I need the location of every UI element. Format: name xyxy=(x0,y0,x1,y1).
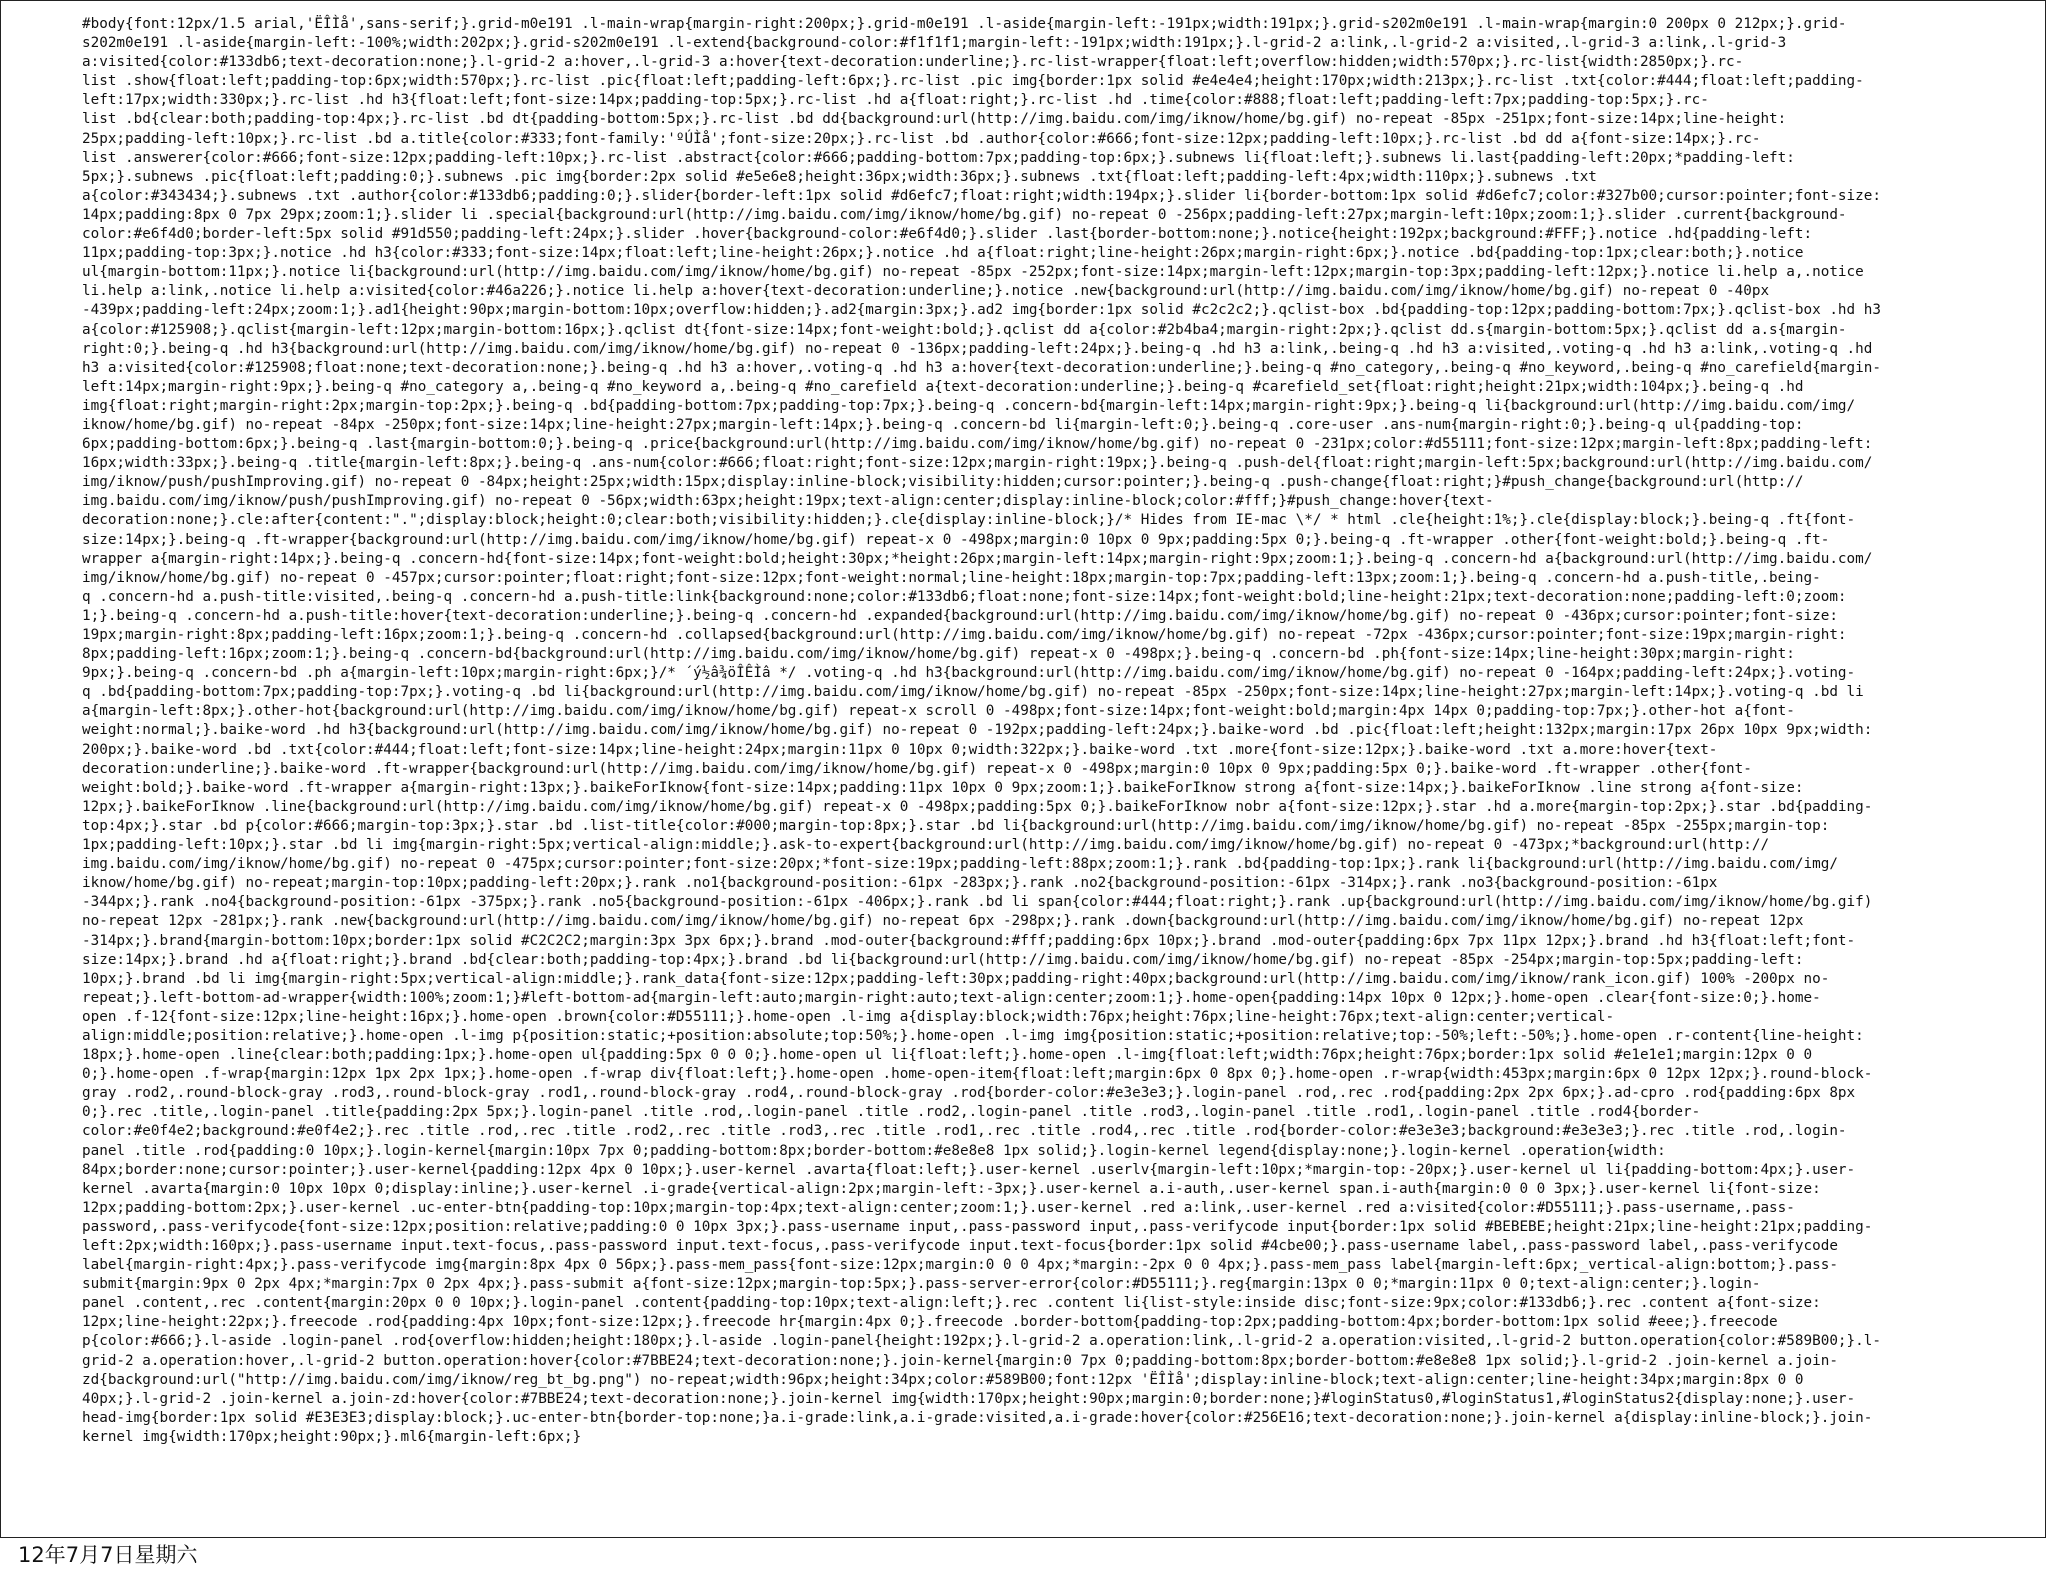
code-line: color:#e6f4d0;border-left:5px solid #91d550;padding-left:24px;}.slider .hover{background-color:#e6f4d0;}.slider .last{border-bottom:none;}.notice{height:192px;background:#FFF;}.notice .hd{padding-left: xyxy=(82,226,1813,243)
code-line: color:#e0f4e2;background:#e0f4e2;}.rec .title .rod,.rec .title .rod2,.rec .title .rod3,.rec .title .rod1,.rec .title .rod4,.rec .title .rod{border-color:#e3e3e3;background:#e3e3e3;}.rec .title .rod,.login- xyxy=(82,1123,1847,1140)
code-line: -314px;}.brand{margin-bottom:10px;border:1px solid #C2C2C2;margin:3px 3px 6px;}.brand .mod-outer{background:#fff;padding:6px 10px;}.brand .mod-outer{padding:6px 7px 11px 12px;}.brand .hd h3{float:left;font- xyxy=(82,932,1856,949)
code-line: 16px;width:33px;}.being-q .title{margin-left:8px;}.being-q .ans-num{color:#666;float:right;font-size:12px;margin-right:19px;}.being-q .push-del{float:right;margin-left:5px;background:url(http://img.baidu.com/ xyxy=(82,455,1873,472)
code-line: no-repeat 12px -281px;}.rank .new{background:url(http://img.baidu.com/img/iknow/home/bg.gif) no-repeat 6px -298px;}.rank .down{background:url(http://img.baidu.com/img/iknow/home/bg.gif) no-repeat 12px xyxy=(82,913,1804,930)
code-line: panel .title .rod{padding:0 10px;}.login-kernel{margin:10px 7px 0;padding-bottom:8px;border-bottom:#e8e8e8 1px solid;}.login-kernel legend{display:none;}.login-kernel .operation{width: xyxy=(82,1142,1666,1159)
code-line: iknow/home/bg.gif) no-repeat -84px -250px;font-size:14px;line-height:27px;margin-left:14px;}.being-q .concern-bd li{margin-left:0;}.being-q .core-user .ans-num{margin-right:0;}.being-q ul{padding-top: xyxy=(82,416,1804,433)
code-line: list .bd{clear:both;padding-top:4px;}.rc-list .bd dt{padding-bottom:5px;}.rc-list .bd dd{background:url(http://img.baidu.com/img/iknow/home/bg.gif) no-repeat -85px -251px;font-size:14px;line-height: xyxy=(82,111,1787,128)
code-line: 6px;padding-bottom:6px;}.being-q .last{margin-bottom:0;}.being-q .price{background:url(http://img.baidu.com/img/iknow/home/bg.gif) no-repeat 0 -231px;color:#d55111;font-size:12px;margin-left:8px;padding-left: xyxy=(82,436,1873,453)
code-line: decoration:none;}.cle:after{content:".";display:block;height:0;clear:both;visibility:hidden;}.cle{display:inline-block;}/* Hides from IE-mac \*/ * html .cle{height:1%;}.cle{display:block;}.being-q .ft{font- xyxy=(82,512,1856,529)
code-line: li.help a:link,.notice li.help a:visited{color:#46a226;}.notice li.help a:hover{text-decoration:underline;}.notice .new{background:url(http://img.baidu.com/img/iknow/home/bg.gif) no-repeat 0 -40px xyxy=(82,283,1770,300)
code-line: 200px;}.baike-word .bd .txt{color:#444;float:left;font-size:14px;line-height:24px;margin:11px 0 10px 0;width:322px;}.baike-word .txt .more{font-size:12px;}.baike-word .txt a.more:hover{text- xyxy=(82,741,1718,758)
code-line: weight:bold;}.baike-word .ft-wrapper a{margin-right:13px;}.baikeForIknow{font-size:14px;padding:11px 10px 0 9px;zoom:1;}.baikeForIknow strong a{font-size:14px;}.baikeForIknow .line strong a{font-size: xyxy=(82,779,1804,796)
code-line: img.baidu.com/img/iknow/push/pushImproving.gif) no-repeat 0 -56px;width:63px;height:19px;text-align:center;display:inline-block;color:#fff;}#push_change:hover{text- xyxy=(82,493,1494,510)
code-line: list .show{float:left;padding-top:6px;width:570px;}.rc-list .pic{float:left;padding-left:6px;}.rc-list .pic img{border:1px solid #e4e4e4;height:170px;width:213px;}.rc-list .txt{color:#444;float:left;padding- xyxy=(82,73,1864,90)
code-line: left:14px;margin-right:9px;}.being-q #no_category a,.being-q #no_keyword a,.being-q #no_carefield a{text-decoration:underline;}.being-q #carefield_set{float:right;height:21px;width:104px;}.being-q .hd xyxy=(82,378,1804,395)
code-line: 12px;line-height:22px;}.freecode .rod{padding:4px 10px;font-size:12px;}.freecode hr{margin:4px 0;}.freecode .border-bottom{padding-top:2px;padding-bottom:4px;border-bottom:1px solid #eee;}.freecode xyxy=(82,1314,1778,1331)
code-line: left:2px;width:160px;}.pass-username input.text-focus,.pass-password input.text-focus,.pass-verifycode input.text-focus{border:1px solid #4cbe00;}.pass-username label,.pass-password label,.pass-verifycode xyxy=(82,1238,1838,1254)
code-line: 19px;margin-right:8px;padding-left:16px;zoom:1;}.being-q .concern-hd .collapsed{background:url(http://img.baidu.com/img/iknow/home/bg.gif) no-repeat -72px -436px;cursor:pointer;font-size:19px;margin-right: xyxy=(82,627,1847,643)
code-line: img{float:right;margin-right:2px;margin-top:2px;}.being-q .bd{padding-bottom:7px;padding-top:7px;}.being-q .concern-bd{margin-left:14px;margin-right:9px;}.being-q li{background:url(http://img.baidu.com/img/ xyxy=(82,397,1856,414)
code-line: h3 a:visited{color:#125908;float:none;text-decoration:none;}.being-q .hd h3 a:hover,.voting-q .hd h3 a:hover{text-decoration:underline;}.being-q #no_category,.being-q #no_keyword,.being-q #no_carefield{margin- xyxy=(82,359,1881,376)
code-line: left:17px;width:330px;}.rc-list .hd h3{float:left;font-size:14px;padding-top:5px;}.rc-list .hd a{float:right;}.rc-list .hd .time{color:#888;float:left;padding-left:7px;padding-top:5px;}.rc- xyxy=(82,92,1709,109)
code-line: q .concern-hd a.push-title:visited,.being-q .concern-hd a.push-title:link{background:none;color:#133db6;float:none;font-size:14px;font-weight:bold;line-height:21px;text-decoration:none;padding-left:0;zoom: xyxy=(82,588,1847,605)
code-line: size:14px;}.brand .hd a{float:right;}.brand .bd{clear:both;padding-top:4px;}.brand .bd li{background:url(http://img.baidu.com/img/iknow/home/bg.gif) no-repeat -85px -254px;margin-top:5px;padding-left: xyxy=(82,951,1804,968)
code-line: img.baidu.com/img/iknow/home/bg.gif) no-repeat 0 -475px;cursor:pointer;font-size:20px;*font-size:19px;padding-left:88px;zoom:1;}.rank .bd{padding-top:1px;}.rank li{background:url(http://img.baidu.com/img/ xyxy=(82,856,1838,873)
code-line: a{margin-left:8px;}.other-hot{background:url(http://img.baidu.com/img/iknow/home/bg.gif) repeat-x scroll 0 -498px;font-size:14px;font-weight:bold;margin:4px 14px 0;padding-top:7px;}.other-hot a{font- xyxy=(82,703,1795,720)
code-line: 12px;}.baikeForIknow .line{background:url(http://img.baidu.com/img/iknow/home/bg.gif) repeat-x 0 -498px;padding:5px 0;}.baikeForIknow nobr a{font-size:12px;}.star .hd a.more{margin-top:2px;}.star .bd{padding- xyxy=(82,798,1873,815)
css-source-text xyxy=(82,15,2034,1447)
code-line: wrapper a{margin-right:14px;}.being-q .concern-hd{font-size:14px;font-weight:bold;height:30px;*height:26px;margin-left:14px;margin-right:9px;zoom:1;}.being-q .concern-hd a{background:url(http://img.baidu.com/ xyxy=(82,550,1873,567)
code-line: 14px;padding:8px 0 7px 29px;zoom:1;}.slider li .special{background:url(http://img.baidu.com/img/iknow/home/bg.gif) no-repeat 0 -256px;padding-left:27px;margin-left:10px;zoom:1;}.slider .current{background- xyxy=(82,206,1847,223)
code-line: 9px;}.being-q .concern-bd .ph a{margin-left:10px;margin-right:6px;}/* ´ý½â¾öÎÊÌâ */ .voting-q .hd h3{background:url(http://img.baidu.com/img/iknow/home/bg.gif) no-repeat 0 -164px;padding-left:24px;}.voting- xyxy=(82,665,1856,682)
code-line: p{color:#666;}.l-aside .login-panel .rod{overflow:hidden;height:180px;}.l-aside .login-panel{height:192px;}.l-grid-2 a.operation:link,.l-grid-2 a.operation:visited,.l-grid-2 button.operation{color:#589B00;}.l- xyxy=(82,1333,1881,1350)
code-line: a{color:#125908;}.qclist{margin-left:12px;margin-bottom:16px;}.qclist dt{font-size:14px;font-weight:bold;}.qclist dd a{color:#2b4ba4;margin-right:2px;}.qclist dd.s{margin-bottom:5px;}.qclist dd a.s{margin- xyxy=(82,321,1847,338)
code-line: zd{background:url("http://img.baidu.com/img/iknow/reg_bt_bg.png") no-repeat;width:96px;height:34px;color:#589B00;font:12px 'ËÎÌå';display:inline-block;text-align:center;line-height:34px;margin:8px 0 0 xyxy=(82,1371,1804,1388)
code-line: kernel img{width:170px;height:90px;}.ml6{margin-left:6px;} xyxy=(82,1428,582,1445)
code-line: repeat;}.left-bottom-ad-wrapper{width:100%;zoom:1;}#left-bottom-ad{margin-left:auto;margin-right:auto;text-align:center;zoom:1;}.home-open{padding:14px 10px 0 12px;}.home-open .clear{font-size:0;}.home- xyxy=(82,989,1821,1006)
code-line: 8px;padding-left:16px;zoom:1;}.being-q .concern-bd{background:url(http://img.baidu.com/img/iknow/home/bg.gif) repeat-x 0 -498px;}.being-q .concern-bd .ph{font-size:14px;line-height:30px;margin-right: xyxy=(82,646,1795,663)
code-line: iknow/home/bg.gif) no-repeat;margin-top:10px;padding-left:20px;}.rank .no1{background-position:-61px -283px;}.rank .no2{background-position:-61px -314px;}.rank .no3{background-position:-61px xyxy=(82,875,1718,892)
code-line: 12px;padding-bottom:2px;}.user-kernel .uc-enter-btn{padding-top:10px;margin-top:4px;text-align:center;zoom:1;}.user-kernel .red a:link,.user-kernel .red a:visited{color:#D55111;}.pass-username,.pass- xyxy=(82,1199,1795,1216)
code-line: a{color:#343434;}.subnews .txt .author{color:#133db6;padding:0;}.slider{border-left:1px solid #d6efc7;float:right;width:194px;}.slider li{border-bottom:1px solid #d6efc7;color:#327b00;cursor:pointer;font-size: xyxy=(82,187,1881,204)
code-line: 1;}.being-q .concern-hd a.push-title:hover{text-decoration:underline;}.being-q .concern-hd .expanded{background:url(http://img.baidu.com/img/iknow/home/bg.gif) no-repeat 0 -436px;cursor:pointer;font-size: xyxy=(82,607,1838,624)
code-line: panel .content,.rec .content{margin:20px 0 0 10px;}.login-panel .content{padding-top:10px;text-align:left;}.rec .content li{list-style:inside disc;font-size:9px;color:#133db6;}.rec .content a{font-size: xyxy=(82,1295,1821,1312)
code-line: 5px;}.subnews .pic{float:left;padding:0;}.subnews .pic img{border:2px solid #e5e6e8;height:36px;width:36px;}.subnews .txt{float:left;padding-left:4px;width:110px;}.subnews .txt xyxy=(82,168,1597,185)
code-line: 10px;}.brand .bd li img{margin-right:5px;vertical-align:middle;}.rank_data{font-size:12px;padding-left:30px;padding-right:40px;background:url(http://img.baidu.com/img/iknow/rank_icon.gif) 100% -200px no- xyxy=(82,970,1830,987)
code-line: 1px;padding-left:10px;}.star .bd li img{margin-right:5px;vertical-align:middle;}.ask-to-expert{background:url(http://img.baidu.com/img/iknow/home/bg.gif) no-repeat 0 -473px;*background:url(http:// xyxy=(82,837,1770,854)
code-line: s202m0e191 .l-aside{margin-left:-100%;width:202px;}.grid-s202m0e191 .l-extend{background-color:#f1f1f1;margin-left:-191px;width:191px;}.l-grid-2 a:link,.l-grid-2 a:visited,.l-grid-3 a:link,.l-grid-3 xyxy=(82,35,1787,52)
code-line: top:4px;}.star .bd p{color:#666;margin-top:3px;}.star .bd .list-title{color:#000;margin-top:8px;}.star .bd li{background:url(http://img.baidu.com/img/iknow/home/bg.gif) no-repeat -85px -255px;margin-top: xyxy=(82,817,1830,834)
code-line: head-img{border:1px solid #E3E3E3;display:block;}.uc-enter-btn{border-top:none;}a.i-grade:link,a.i-grade:visited,a.i-grade:hover{color:#256E16;text-decoration:none;}.join-kernel a{display:inline-block;}.join- xyxy=(82,1409,1873,1426)
code-line: open .f-12{font-size:12px;line-height:16px;}.home-open .brown{color:#D55111;}.home-open .l-img a{display:block;width:76px;height:76px;line-height:76px;text-align:center;vertical- xyxy=(82,1008,1615,1025)
code-line: gray .rod2,.round-block-gray .rod3,.round-block-gray .rod1,.round-block-gray .rod4,.round-block-gray .rod{border-color:#e3e3e3;}.login-panel .rod,.rec .rod{padding:2px 2px 6px;}.ad-cpro .rod{padding:6px 8px xyxy=(82,1085,1856,1102)
code-line: weight:normal;}.baike-word .hd h3{background:url(http://img.baidu.com/img/iknow/home/bg.gif) no-repeat 0 -192px;padding-left:24px;}.baike-word .bd .pic{float:left;height:132px;margin:17px 26px 10px 9px;width: xyxy=(82,722,1873,739)
code-line: 18px;}.home-open .line{clear:both;padding:1px;}.home-open ul{padding:5px 0 0 0;}.home-open ul li{float:left;}.home-open .l-img{float:left;width:76px;height:76px;border:1px solid #e1e1e1;margin:12px 0 0 xyxy=(82,1047,1813,1064)
code-line: ul{margin-bottom:11px;}.notice li{background:url(http://img.baidu.com/img/iknow/home/bg.gif) no-repeat -85px -252px;font-size:14px;margin-left:12px;margin-top:3px;padding-left:12px;}.notice li.help a,.notice xyxy=(82,264,1864,281)
code-line: list .answerer{color:#666;font-size:12px;padding-left:10px;}.rc-list .abstract{color:#666;padding-bottom:7px;padding-top:6px;}.subnews li{float:left;}.subnews li.last{padding-left:20px;*padding-left: xyxy=(82,149,1795,166)
code-line: 11px;padding-top:3px;}.notice .hd h3{color:#333;font-size:14px;float:left;line-height:26px;}.notice .hd a{float:right;line-height:26px;margin-right:6px;}.notice .bd{padding-top:1px;clear:both;}.notice xyxy=(82,245,1804,262)
code-line: 25px;padding-left:10px;}.rc-list .bd a.title{color:#333;font-family:'ºÚÌå';font-size:20px;}.rc-list .bd .author{color:#666;font-size:12px;padding-left:10px;}.rc-list .bd dd a{font-size:14px;}.rc- xyxy=(82,130,1761,147)
code-line: kernel .avarta{margin:0 10px 10px 0;display:inline;}.user-kernel .i-grade{vertical-align:2px;margin-left:-3px;}.user-kernel a.i-auth,.user-kernel span.i-auth{margin:0 0 0 3px;}.user-kernel li{font-size: xyxy=(82,1180,1821,1197)
code-line: img/iknow/home/bg.gif) no-repeat 0 -457px;cursor:pointer;float:right;font-size:12px;font-weight:normal;line-height:18px;margin-top:7px;padding-left:13px;zoom:1;}.being-q .concern-hd a.push-title,.being- xyxy=(82,569,1821,586)
code-line: #body{font:12px/1.5 arial,'ËÎÌå',sans-serif;}.grid-m0e191 .l-main-wrap{margin-right:200px;}.grid-m0e191 .l-aside{margin-left:-191px;width:191px;}.grid-s202m0e191 .l-main-wrap{margin:0 200px 0 212px;}.grid- xyxy=(82,16,1847,32)
code-line: q .bd{padding-bottom:7px;padding-top:7px;}.voting-q .bd li{background:url(http://img.baidu.com/img/iknow/home/bg.gif) no-repeat -85px -250px;font-size:14px;line-height:27px;margin-left:14px;}.voting-q .bd li xyxy=(82,684,1864,701)
code-line: decoration:underline;}.baike-word .ft-wrapper{background:url(http://img.baidu.com/img/iknow/home/bg.gif) repeat-x 0 -498px;margin:0 10px 0 9px;padding:5px 0;}.baike-word .ft-wrapper .other{font- xyxy=(82,760,1752,777)
code-line: label{margin-right:4px;}.pass-verifycode img{margin:8px 4px 0 56px;}.pass-mem_pass{font-size:12px;margin:0 0 0 4px;*margin:-2px 0 0 4px;}.pass-mem_pass label{margin-left:6px;_vertical-align:bottom;}.pass- xyxy=(82,1257,1838,1274)
code-line: submit{margin:9px 0 2px 4px;*margin:7px 0 2px 4px;}.pass-submit a{font-size:12px;margin-top:5px;}.pass-server-error{color:#D55111;}.reg{margin:13px 0 0;*margin:11px 0 0;text-align:center;}.login- xyxy=(82,1276,1761,1293)
code-line: grid-2 a.operation:hover,.l-grid-2 button.operation:hover{color:#7BBE24;text-decoration:none;}.join-kernel{margin:0 7px 0;padding-bottom:8px;border-bottom:#e8e8e8 1px solid;}.l-grid-2 .join-kernel a.join- xyxy=(82,1352,1838,1369)
code-line: 40px;}.l-grid-2 .join-kernel a.join-zd:hover{color:#7BBE24;text-decoration:none;}.join-kernel img{width:170px;height:90px;margin:0;border:none;}#loginStatus0,#loginStatus1,#loginStatus2{display:none;}.user- xyxy=(82,1390,1856,1407)
code-line: -439px;padding-left:24px;zoom:1;}.ad1{height:90px;margin-bottom:10px;overflow:hidden;}.ad2{margin:3px;}.ad2 img{border:1px solid #c2c2c2;}.qclist-box .bd{padding-top:12px;padding-bottom:7px;}.qclist-box .hd h3 xyxy=(82,302,1881,319)
code-line: 84px;border:none;cursor:pointer;}.user-kernel{padding:12px 4px 0 10px;}.user-kernel .avarta{float:left;}.user-kernel .userlv{margin-left:10px;*margin-top:-20px;}.user-kernel ul li{padding-bottom:4px;}.user- xyxy=(82,1161,1856,1178)
code-line: 0;}.rec .title,.login-panel .title{padding:2px 5px;}.login-panel .title .rod,.login-panel .title .rod2,.login-panel .title .rod3,.login-panel .title .rod1,.login-panel .title .rod4{border- xyxy=(82,1104,1701,1121)
code-line: a:visited{color:#133db6;text-decoration:none;}.l-grid-2 a:hover,.l-grid-3 a:hover{text-decoration:underline;}.rc-list-wrapper{float:left;overflow:hidden;width:570px;}.rc-list{width:2850px;}.rc- xyxy=(82,54,1744,71)
footer-date: 12年7月7日星期六 xyxy=(18,1543,198,1567)
code-line: size:14px;}.being-q .ft-wrapper{background:url(http://img.baidu.com/img/iknow/home/bg.gif) repeat-x 0 -498px;margin:0 10px 0 9px;padding:5px 0;}.being-q .ft-wrapper .other{font-weight:bold;}.being-q .ft- xyxy=(82,531,1830,548)
code-line: password,.pass-verifycode{font-size:12px;position:relative;padding:0 0 10px 3px;}.pass-username input,.pass-password input,.pass-verifycode input{border:1px solid #BEBEBE;height:21px;line-height:21px;padding- xyxy=(82,1218,1873,1235)
code-line: right:0;}.being-q .hd h3{background:url(http://img.baidu.com/img/iknow/home/bg.gif) no-repeat 0 -136px;padding-left:24px;}.being-q .hd h3 a:link,.being-q .hd h3 a:visited,.voting-q .hd h3 a:link,.voting-q .hd xyxy=(82,340,1873,357)
code-line: img/iknow/push/pushImproving.gif) no-repeat 0 -84px;height:25px;width:15px;display:inline-block;visibility:hidden;cursor:pointer;}.being-q .push-change{float:right;}#push_change{background:url(http:// xyxy=(82,474,1804,491)
code-line: 0;}.home-open .f-wrap{margin:12px 1px 2px 1px;}.home-open .f-wrap div{float:left;}.home-open .home-open-item{float:left;margin:6px 0 8px 0;}.home-open .r-wrap{width:453px;margin:6px 0 12px 12px;}.round-block- xyxy=(82,1066,1873,1083)
code-line: align:middle;position:relative;}.home-open .l-img p{position:static;+position:absolute;top:50%;}.home-open .l-img img{position:static;+position:relative;top:-50%;left:-50%;}.home-open .r-content{line-height: xyxy=(82,1027,1864,1044)
code-line: -344px;}.rank .no4{background-position:-61px -375px;}.rank .no5{background-position:-61px -406px;}.rank .bd li span{color:#444;float:right;}.rank .up{background:url(http://img.baidu.com/img/iknow/home/bg.gif) xyxy=(82,894,1873,911)
